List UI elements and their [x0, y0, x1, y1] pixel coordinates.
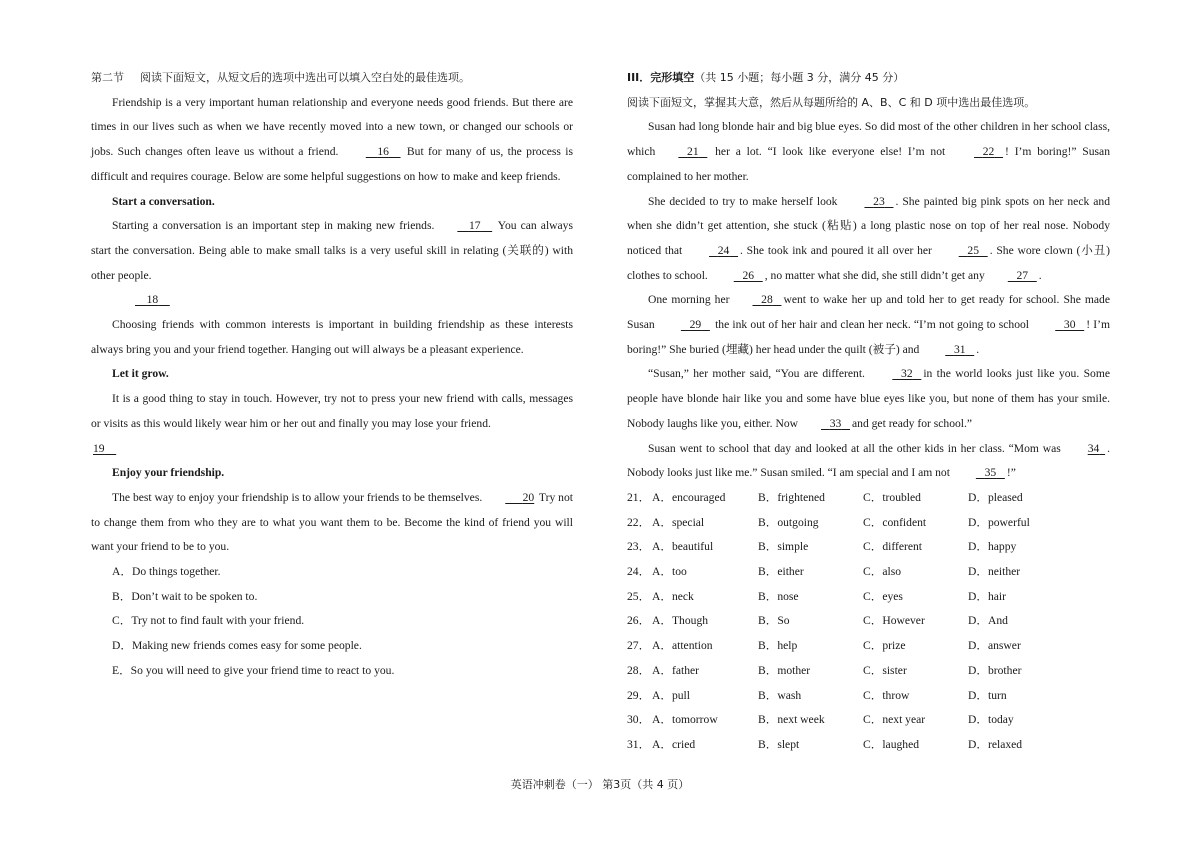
- question-number: 22．: [627, 515, 651, 529]
- option-b: B．Don’t wait to be spoken to.: [112, 589, 258, 603]
- blank-31: 31: [953, 342, 966, 356]
- choice-option-d: D．today: [968, 713, 1014, 727]
- choice-row: [627, 560, 1110, 585]
- story-paragraph-2: She decided to try to make herself look 23 . She painted big pink spots on her neck and when she didn’t get attention, she stuck (粘贴) a long plastic nose on top of her real nose. Nobody noticed that 24 . She took ink and poured it all over her 25 . She wore clown (小丑) clothes to school. 26 , no matter what she did, she still didn’t get any 27 .: [627, 190, 1110, 289]
- choice-option-b: B．either: [758, 565, 804, 579]
- blank-23: 23: [873, 194, 885, 208]
- choice-option-c: C．confident: [863, 515, 927, 529]
- question-number: 21．: [627, 490, 651, 504]
- choice-option-d: D．answer: [968, 639, 1021, 653]
- choice-option-a: A．encouraged: [652, 490, 726, 504]
- choice-option-b: B．slept: [758, 737, 800, 751]
- choice-row: [627, 684, 1110, 709]
- choice-row: [627, 585, 1110, 610]
- blank-17: 17: [468, 219, 481, 233]
- section-label: 第二节: [91, 71, 124, 84]
- choice-option-c: C．eyes: [863, 589, 903, 603]
- heading-enjoy-friendship: Enjoy your friendship.: [112, 466, 225, 480]
- choice-row: [627, 609, 1110, 634]
- right-column: [627, 66, 1110, 758]
- blank-24: 24: [717, 243, 730, 257]
- question-number: 23．: [627, 540, 651, 554]
- blank-26: 26: [742, 268, 755, 282]
- choice-option-b: B．nose: [758, 589, 799, 603]
- option-e: E．So you will need to give your friend time to react to you.: [112, 663, 395, 677]
- page-footer: 英语冲刺卷（一） 第3页（共 4 页）: [510, 778, 690, 791]
- choice-row: [627, 486, 1110, 511]
- choice-option-d: D．And: [968, 614, 1008, 628]
- blank-35: 35: [984, 466, 997, 480]
- question-number: 29．: [627, 688, 651, 702]
- choice-option-c: C．However: [863, 614, 925, 628]
- choice-option-b: B．next week: [758, 713, 825, 727]
- choice-option-d: D．powerful: [968, 515, 1030, 529]
- blank-33: 33: [829, 416, 842, 430]
- blank-19-line: [91, 437, 573, 462]
- question-number: 31．: [627, 737, 651, 751]
- blank-18: 18: [146, 293, 159, 307]
- paragraph-5: The best way to enjoy your friendship is to allow your friends to be themselves. 20 Try not to change them from who they are to what you want them to be. Become the kind of friend you will want your friend to be to you.: [91, 486, 573, 560]
- choice-option-a: A．father: [652, 663, 699, 677]
- choice-option-b: B．frightened: [758, 490, 825, 504]
- paragraph-1: Friendship is a very important human relationship and everyone needs good friends. But there are times in our lives such as when we have recently moved into a new town, or changed our schools or jobs. Such changes often leave us without a friend. 16 But for many of us, the process is difficult and requires courage. Below are some helpful suggestions on how to make and keep friends.: [91, 95, 574, 183]
- choice-option-d: D．neither: [968, 565, 1021, 579]
- blank-20: 20: [522, 490, 535, 504]
- choice-option-b: B．wash: [758, 688, 802, 702]
- choice-option-a: A．tomorrow: [652, 713, 718, 727]
- question-number: 26．: [627, 614, 651, 628]
- blank-28: 28: [761, 293, 773, 307]
- choice-option-a: A．too: [652, 565, 687, 579]
- heading-let-it-grow: Let it grow.: [112, 367, 169, 381]
- choice-row: [627, 708, 1110, 733]
- choice-option-a: A．neck: [652, 589, 694, 603]
- blank-34: 34: [1087, 441, 1100, 455]
- choice-row: [627, 634, 1110, 659]
- cloze-title: III．完形填空: [627, 71, 695, 84]
- question-number: 24．: [627, 565, 651, 579]
- choice-option-d: D．brother: [968, 663, 1022, 677]
- choice-row: [627, 733, 1110, 758]
- paragraph-2: Starting a conversation is an important step in making new friends. 17 You can always start the conversation. Being able to make small talks is a very useful skill in relating (关联的) with other people.: [91, 214, 573, 288]
- question-number: 25．: [627, 589, 651, 603]
- choice-option-d: D．turn: [968, 688, 1007, 702]
- paragraph-3: Choosing friends with common interests is important in building friendship as these interests always bring you and your friend together. Hanging out will always be a pleasant experience.: [91, 318, 573, 356]
- choice-option-c: C．different: [863, 540, 923, 554]
- section-instruction: 阅读下面短文，从短文后的选项中选出可以填入空白处的最佳选项。: [140, 71, 470, 84]
- choice-option-a: A．beautiful: [652, 540, 714, 554]
- option-c: C．Try not to find fault with your friend.: [112, 614, 305, 628]
- cloze-instruction: 阅读下面短文，掌握其大意，然后从每题所给的 A、B、C 和 D 项中选出最佳选项。: [627, 95, 1036, 109]
- choice-option-d: D．happy: [968, 540, 1017, 554]
- choice-option-b: B．mother: [758, 663, 811, 677]
- question-number: 27．: [627, 639, 651, 653]
- blank-21: 21: [687, 145, 699, 159]
- blank-30: 30: [1063, 318, 1076, 332]
- choice-option-c: C．prize: [863, 639, 906, 653]
- blank-32: 32: [901, 367, 913, 381]
- choice-row: [627, 511, 1110, 536]
- choice-option-c: C．sister: [863, 663, 907, 677]
- story-paragraph-3: One morning her 28 went to wake her up and told her to get ready for school. She made Susan 29 the ink out of her hair and clean her neck. “I’m not going to school 30 ! I’m boring!” She buried (埋藏) her head under the quilt (被子) and 31 .: [627, 288, 1110, 362]
- cloze-score: （共 15 小题；每小题 3 分，满分 45 分）: [694, 71, 905, 84]
- question-number: 30．: [627, 713, 651, 727]
- blank-29: 29: [689, 318, 702, 332]
- choice-option-c: C．troubled: [863, 490, 921, 504]
- choice-option-d: D．relaxed: [968, 737, 1023, 751]
- choice-option-b: B．simple: [758, 540, 809, 554]
- choice-option-a: A．special: [652, 515, 705, 529]
- choice-option-a: A．cried: [652, 737, 696, 751]
- choice-option-c: C．also: [863, 565, 902, 579]
- choice-row: [627, 535, 1110, 560]
- choice-option-b: B．outgoing: [758, 515, 819, 529]
- blank-27: 27: [1016, 268, 1029, 282]
- option-a: A．Do things together.: [112, 565, 221, 579]
- choice-option-c: C．laughed: [863, 737, 920, 751]
- heading-start-conversation: Start a conversation.: [112, 194, 215, 208]
- question-number: 28．: [627, 663, 651, 677]
- choice-option-b: B．So: [758, 614, 790, 628]
- choice-option-a: A．attention: [652, 639, 713, 653]
- choice-option-a: A．pull: [652, 688, 691, 702]
- blank-16: 16: [377, 145, 389, 159]
- left-column: [91, 66, 573, 684]
- choice-option-d: D．pleased: [968, 490, 1023, 504]
- choice-option-b: B．help: [758, 639, 798, 653]
- choice-option-a: A．Though: [652, 614, 709, 628]
- choice-row: [627, 659, 1110, 684]
- choice-option-c: C．throw: [863, 688, 910, 702]
- story-paragraph-1: Susan had long blonde hair and big blue eyes. So did most of the other children in her school class, which 21 her a lot. “I look like everyone else! I’m not 22 ! I’m boring!” Susan complained to her mother.: [627, 120, 1110, 183]
- story-paragraph-4: “Susan,” her mother said, “You are different. 32 in the world looks just like you. Some people have blonde hair like you and some have blue eyes like you, but none of them has your smile. Nobody laughs like you, either. Now 33 and get ready for school.”: [627, 362, 1110, 436]
- cloze-header: [627, 66, 1110, 91]
- option-d: D．Making new friends comes easy for some people.: [112, 639, 362, 653]
- blank-18-line: [91, 288, 573, 313]
- story-paragraph-5: Susan went to school that day and looked at all the other kids in her class. “Mom was 34 . Nobody looks just like me.” Susan smiled. “I am special and I am not 35 !”: [627, 437, 1110, 486]
- blank-25: 25: [967, 243, 979, 257]
- paragraph-4: It is a good thing to stay in touch. However, try not to press your new friend with calls, messages or visits as this would likely wear him or her out and finally you may lose your friend.: [91, 392, 573, 430]
- choice-option-d: D．hair: [968, 589, 1006, 603]
- choice-option-c: C．next year: [863, 713, 926, 727]
- blank-22: 22: [982, 145, 995, 159]
- section-header: [91, 66, 573, 91]
- choices-list: [627, 486, 1110, 758]
- blank-19: 19: [93, 441, 105, 455]
